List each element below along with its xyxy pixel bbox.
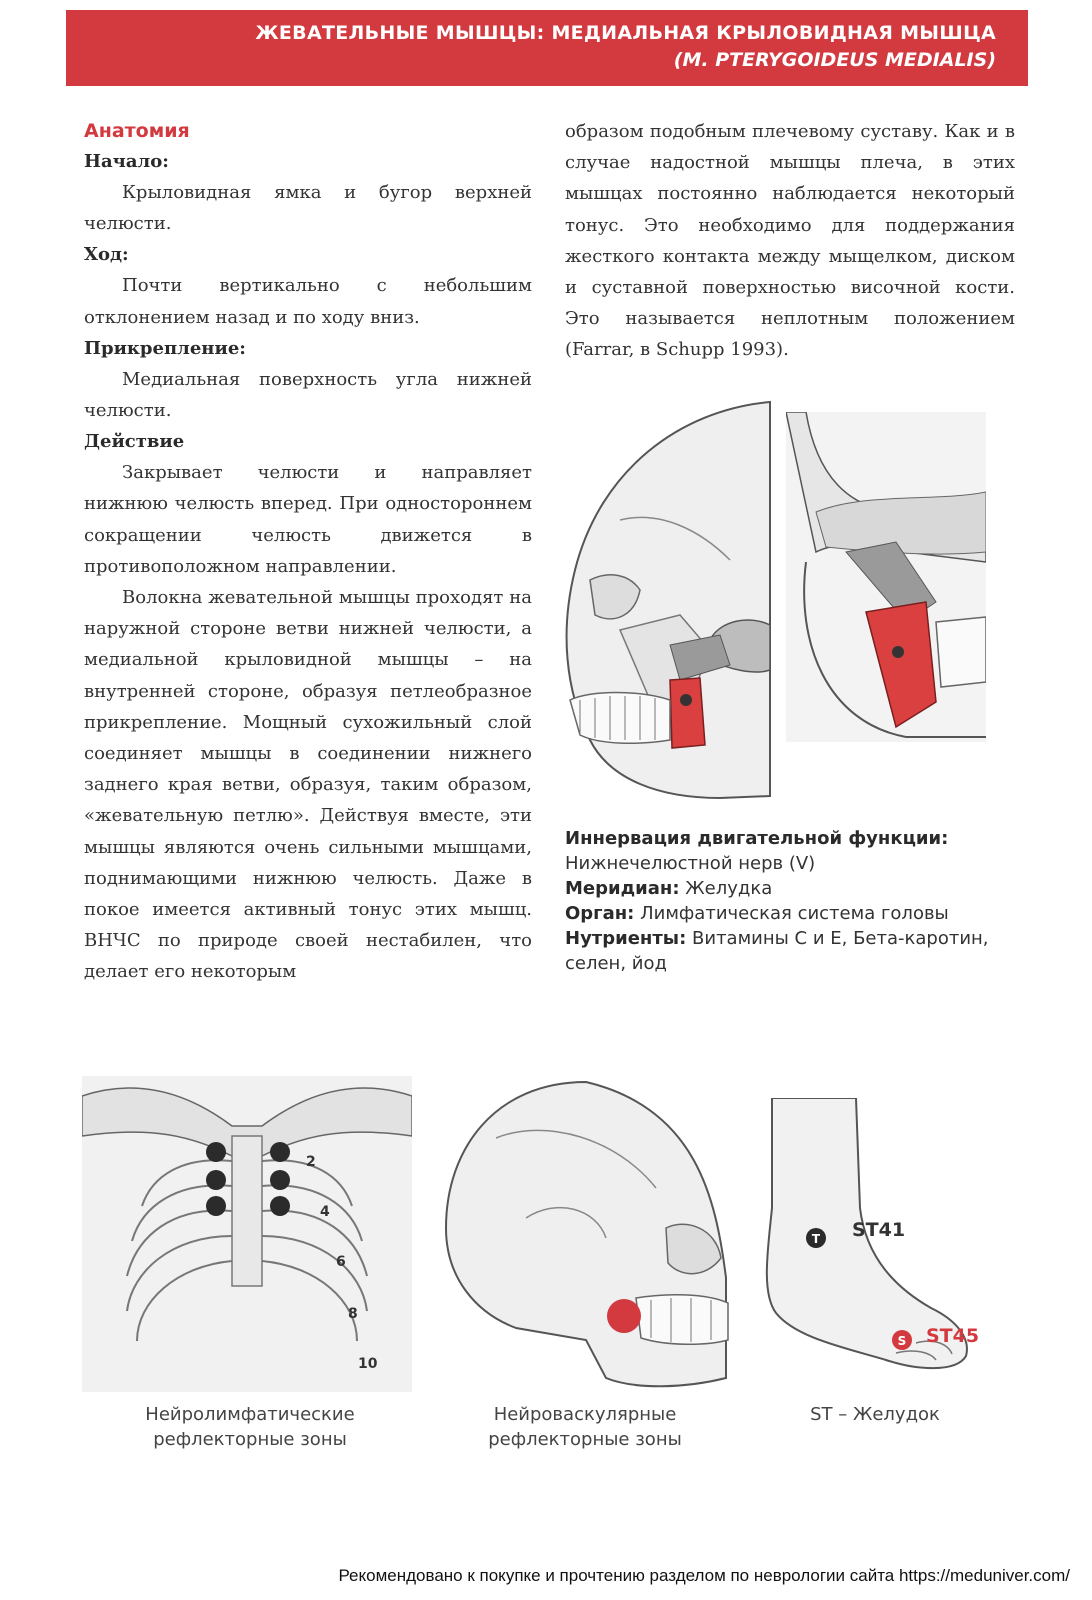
skull-medial-illustration — [786, 412, 986, 742]
page-header — [66, 10, 1028, 86]
skull-caption: Нейроваскулярные рефлекторные зоны — [488, 1404, 682, 1450]
footer-note: Рекомендовано к покупке и прочтению разделом по неврологии сайта https://meduniver.com/ — [338, 1566, 1070, 1585]
insertion-text: Медиальная поверхность угла нижней челюсти. — [84, 368, 532, 422]
action-label: Действие — [84, 431, 185, 453]
chest-caption: Нейролимфатические рефлекторные зоны — [145, 1404, 355, 1450]
origin-label: Начало: — [84, 151, 169, 172]
body-paragraph-left: Волокна жевательной мышцы проходят на наружной стороне ветви нижней челюсти, а медиальной крыловидной мышцы – на внутренней стороне, образуя петлеобразное прикрепление. Мощный сухожильный слой соединяет мышцы в соединении нижнего заднего края ветви, образуя, таким образом, «жевательную петлю». Действуя вместе, эти мышцы являются очень сильными мышцами, поднимающими нижнюю челюсть. Даже в покое имеется активный тонус этих мышц. ВНЧС по природе своей нестабилен, что делает его некоторым — [84, 587, 532, 983]
anatomy-heading: Анатомия — [84, 120, 190, 142]
foot-caption: ST – Желудок — [810, 1404, 940, 1425]
rib-number-4: 4 — [320, 1204, 330, 1220]
text-column-left — [84, 116, 532, 988]
innervation-value: Нижнечелюстной нерв (V) — [565, 853, 816, 874]
rib-number-6: 6 — [336, 1254, 346, 1270]
st41-label: ST41 — [852, 1219, 906, 1241]
page-title: ЖЕВАТЕЛЬНЫЕ МЫШЦЫ: МЕДИАЛЬНАЯ КРЫЛОВИДНАЯ МЫШЦА — [255, 22, 996, 44]
organ-label: Орган: — [565, 903, 635, 924]
body-paragraph-right: образом подобным плечевому суставу. Как и в случае надостной мышцы плеча, в этих мышцах постоянно наблюдается некоторый тонус. Это необходимо для поддержания жесткого контакта между мыщелком, диском и суставной поверхностью височной кости. Это называется неплотным положением (Farrar, в Schupp 1993). — [565, 121, 1015, 361]
st45-label: ST45 — [926, 1325, 980, 1347]
st45-marker: S — [897, 1334, 907, 1348]
st41-marker: T — [811, 1232, 821, 1246]
organ-value: Лимфатическая система головы — [640, 903, 949, 924]
text-column-right — [565, 116, 1015, 366]
info-block — [565, 826, 1035, 976]
foot-illustration — [756, 1098, 996, 1378]
nutrients-value: Витамины С и Е, Бета-каротин, селен, йод — [565, 928, 989, 974]
meridian-value: Желудка — [685, 878, 773, 899]
origin-text: Крыловидная ямка и бугор верхней челюсти. — [84, 182, 532, 235]
skull-lateral-illustration — [560, 400, 780, 800]
rib-number-2: 2 — [306, 1154, 316, 1170]
rib-number-10: 10 — [358, 1356, 378, 1372]
course-label: Ход: — [84, 244, 129, 266]
ribcage-illustration — [82, 1076, 412, 1392]
meridian-label: Меридиан: — [565, 878, 680, 899]
page-subtitle-latin: (M. PTERYGOIDEUS MEDIALIS) — [673, 49, 996, 71]
action-text: Закрывает челюсти и направляет нижнюю челюсть вперед. При одностороннем сокращении челюсть движется в противоположном направлении. — [84, 462, 532, 577]
insertion-label: Прикрепление: — [84, 337, 246, 359]
skull-neurovascular-illustration — [436, 1078, 732, 1390]
course-text: Почти вертикально с небольшим отклонением назад и по ходу вниз. — [84, 275, 532, 328]
nutrients-label: Нутриенты: — [565, 928, 687, 949]
rib-number-8: 8 — [348, 1306, 358, 1322]
innervation-label: Иннервация двигательной функции: — [565, 828, 949, 849]
